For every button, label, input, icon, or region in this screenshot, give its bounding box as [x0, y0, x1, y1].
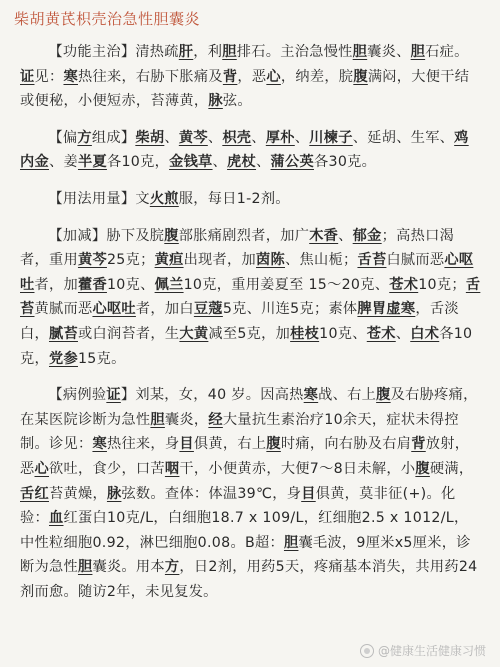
text-run: ，利 — [193, 44, 223, 60]
text-run: 黄腻而恶 — [34, 301, 93, 318]
text-run: 红蛋白10克/L，白细胞18.7 x 109/L，红细胞2.5 x 1012/L，中性粒细胞0.92，淋巴细胞0.08。B超： — [20, 510, 469, 551]
underlined-keyword: 川楝子 — [309, 129, 353, 146]
underlined-keyword: 苍术 — [389, 276, 419, 293]
text-run: ，恶 — [237, 68, 267, 85]
underlined-keyword: 厚朴 — [265, 129, 295, 146]
text-run: 囊炎。用本 — [92, 559, 165, 576]
underlined-keyword: 血 — [48, 510, 64, 527]
text-run: 、 — [164, 129, 179, 146]
underlined-keyword: 咽 — [164, 460, 180, 477]
case-paragraph — [20, 383, 482, 604]
text-run: 时痛，向右胁及右肩 — [280, 436, 412, 453]
underlined-keyword: 鸡内金 — [20, 129, 469, 171]
underlined-keyword: 证 — [20, 68, 35, 85]
underlined-keyword: 脾胃虚寒 — [357, 301, 416, 318]
text-run: 俱黄，右上 — [193, 436, 267, 453]
text-run: 、 — [338, 227, 353, 244]
underlined-keyword: 虎杖 — [227, 154, 257, 171]
text-run: 热往来，身 — [106, 436, 180, 453]
text-run: 、 — [207, 129, 223, 146]
underlined-keyword: 经 — [208, 411, 223, 428]
text-run: ，纳差，脘 — [280, 68, 354, 85]
text-run: 弦数。查体：体温39℃，身 — [121, 485, 302, 502]
text-run: 战、右上 — [318, 387, 377, 404]
underlined-keyword: 心 — [34, 460, 49, 477]
text-run: 】刘某，女，40 岁。因高热 — [120, 387, 304, 404]
text-run: 服，每日1-2剂。 — [178, 190, 290, 207]
text-run: 【功能主治】清热疏 — [48, 44, 179, 60]
underlined-keyword: 枳壳 — [222, 129, 252, 146]
underlined-keyword: 方 — [164, 559, 180, 576]
text-run: 放射，恶 — [20, 436, 470, 477]
text-run: 、 — [256, 154, 271, 171]
text-run: 硬满， — [429, 460, 474, 477]
text-run: 减至5克，加 — [208, 325, 291, 342]
text-run: 10克，重用姜夏至 15～20克、 — [183, 276, 390, 293]
text-run: 、 — [294, 129, 310, 146]
text-run: 、姜 — [48, 154, 78, 171]
underlined-keyword: 桂枝 — [290, 325, 320, 342]
text-run: 弦。 — [222, 93, 252, 110]
underlined-keyword: 郁金 — [352, 227, 382, 244]
text-run: 热往来，右胁下胀痛及 — [77, 68, 223, 85]
text-run: 、 — [251, 129, 266, 146]
underlined-keyword: 胆 — [222, 44, 237, 60]
text-run: ；高热口渴者，重用 — [20, 227, 455, 269]
underlined-keyword: 背 — [222, 68, 238, 85]
underlined-keyword: 苍术 — [366, 325, 396, 342]
underlined-keyword: 舌苔 — [20, 276, 481, 318]
text-run: ，舌淡白， — [20, 301, 459, 342]
underlined-keyword: 胆 — [150, 411, 165, 428]
text-run: 囊毛波，9厘米x5厘米，诊断为急性 — [20, 534, 471, 576]
text-run: 10克； — [418, 276, 466, 293]
underlined-keyword: 黄芩 — [178, 129, 208, 146]
text-run: 【病例验 — [48, 387, 107, 404]
underlined-keyword: 寒 — [92, 436, 107, 453]
underlined-keyword: 胆 — [352, 44, 368, 60]
text-run: 出现者，加 — [183, 252, 257, 269]
underlined-keyword: 腹 — [353, 68, 368, 85]
text-run: 各10克， — [106, 154, 170, 171]
text-run: 见： — [34, 68, 64, 85]
underlined-keyword: 白术 — [410, 325, 440, 342]
underlined-keyword: 木香 — [309, 227, 339, 244]
text-run: 各30克。 — [314, 154, 377, 171]
text-run: 排石。主治急慢性 — [236, 44, 353, 60]
underlined-keyword: 佩兰 — [154, 276, 184, 293]
text-run: 俱黄，莫非征(+)。化验： — [20, 485, 456, 527]
text-run: 者，加 — [34, 276, 78, 293]
underlined-keyword: 肝 — [178, 44, 194, 60]
text-run: 者，加白 — [135, 301, 194, 318]
text-run: 、 — [212, 154, 228, 171]
underlined-keyword: 黄芩 — [77, 252, 107, 269]
underlined-keyword: 心呕吐 — [92, 301, 136, 318]
text-run: 白腻而恶 — [386, 252, 445, 269]
underlined-keyword: 证 — [106, 387, 121, 404]
text-run: 【用法用量】文 — [48, 190, 150, 207]
underlined-keyword: 心 — [266, 68, 281, 85]
underlined-keyword: 舌红 — [20, 485, 49, 502]
text-run: 各10克， — [20, 325, 473, 367]
underlined-keyword: 胆 — [410, 44, 426, 60]
text-run: 、焦山栀； — [285, 252, 358, 269]
text-run: 部胀痛剧烈者，加广 — [178, 227, 310, 244]
formula-paragraph — [20, 126, 482, 175]
underlined-keyword: 党参 — [48, 350, 78, 367]
underlined-keyword: 茵陈 — [256, 252, 285, 269]
underlined-keyword: 豆蔻 — [193, 301, 223, 318]
usage-paragraph — [20, 187, 482, 212]
text-run: 石症。 — [425, 44, 469, 60]
underlined-keyword: 心呕吐 — [20, 252, 474, 293]
functions-paragraph — [20, 40, 482, 114]
underlined-keyword: 腹 — [376, 387, 391, 404]
account-logo-icon — [360, 644, 374, 658]
underlined-keyword: 腹 — [415, 460, 430, 477]
underlined-keyword: 脉 — [208, 93, 223, 110]
underlined-keyword: 黄疸 — [154, 252, 184, 269]
underlined-keyword: 胆 — [77, 559, 93, 576]
underlined-keyword: 背 — [411, 436, 426, 453]
text-run: 15克。 — [77, 350, 126, 367]
underlined-keyword: 方 — [77, 129, 92, 146]
text-run: 10克、 — [106, 276, 155, 293]
text-run: 、延胡、生军、 — [352, 129, 455, 146]
underlined-keyword: 胆 — [283, 534, 299, 551]
underlined-keyword: 寒 — [63, 68, 78, 85]
text-run: 大量抗生素治疗10余天，症状未得控制。诊见： — [20, 411, 459, 453]
underlined-keyword: 腻苔 — [48, 325, 78, 342]
underlined-keyword: 大黄 — [179, 325, 209, 342]
text-run: ，日2剂，用药5天，疼痛基本消失，共用药24剂而愈。随访2年，未见复发。 — [20, 559, 478, 600]
underlined-keyword: 目 — [301, 485, 316, 502]
underlined-keyword: 蒲公英 — [270, 154, 314, 171]
underlined-keyword: 藿香 — [77, 276, 107, 293]
article-body — [20, 40, 482, 616]
underlined-keyword: 火煎 — [149, 190, 179, 207]
underlined-keyword: 脉 — [106, 485, 122, 502]
text-run: 囊炎， — [164, 411, 209, 428]
underlined-keyword: 目 — [179, 436, 194, 453]
text-run: 、 — [395, 325, 411, 342]
text-run: 【加减】胁下及脘 — [48, 227, 165, 244]
text-run: 组成】 — [91, 129, 136, 146]
text-run: 苔黄燥， — [48, 485, 107, 502]
text-run: 囊炎、 — [367, 44, 411, 60]
watermark-text: @健康生活健康习惯 — [377, 644, 486, 658]
text-run: 25克； — [106, 252, 155, 269]
modifications-paragraph — [20, 224, 482, 372]
underlined-keyword: 柴胡 — [135, 129, 165, 146]
underlined-keyword: 金钱草 — [169, 154, 213, 171]
text-run: 满闷，大便干结或便秘，小便短赤，苔薄黄， — [20, 68, 470, 110]
underlined-keyword: 寒 — [303, 387, 319, 404]
text-run: 欲吐，食少，口苦 — [49, 460, 165, 477]
text-run: 【偏 — [48, 129, 78, 146]
text-run: 或白润苔者，生 — [77, 325, 180, 342]
underlined-keyword: 腹 — [266, 436, 281, 453]
text-run: 及右胁疼痛，在某医院诊断为急性 — [20, 387, 478, 428]
underlined-keyword: 半夏 — [77, 154, 107, 171]
article-title: 柴胡黄芪枳壳治急性胆囊炎 — [14, 10, 201, 28]
text-run: 5克、川连5克；素体 — [222, 301, 358, 318]
watermark — [360, 642, 486, 659]
text-run: 干，小便黄赤，大便7～8日未解，小 — [179, 460, 416, 477]
underlined-keyword: 舌苔 — [357, 252, 387, 269]
text-run: 10克、 — [319, 325, 367, 342]
underlined-keyword: 腹 — [164, 227, 179, 244]
